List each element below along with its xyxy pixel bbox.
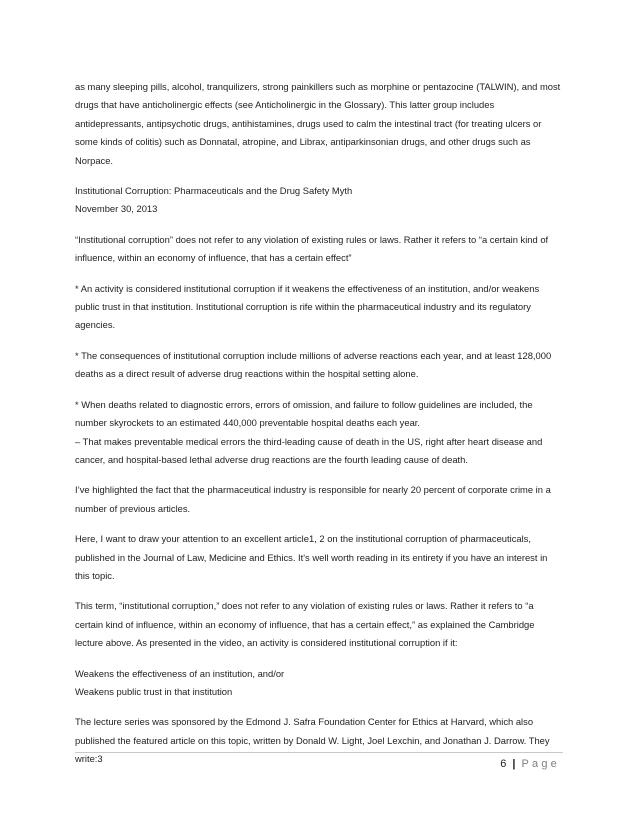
- paragraph: [75, 347, 570, 384]
- text-line: * When deaths related to diagnostic errors, errors of omission, and failure to follow guidelines are included, the: [75, 398, 533, 410]
- text-line: Institutional Corruption: Pharmaceuticals and the Drug Safety Myth: [75, 185, 353, 197]
- paragraph: [75, 78, 570, 170]
- text-line: number of previous articles.: [75, 502, 191, 514]
- text-line: drugs that have anticholinergic effects (see Anticholinergic in the Glossary). This latter group includes: [75, 99, 495, 111]
- text-line: * An activity is considered institutional corruption if it weakens the effectiveness of an institution, and/or weakens: [75, 282, 540, 294]
- paragraph: [75, 396, 570, 470]
- text-line: Weakens public trust in that institution: [75, 685, 233, 697]
- paragraph: [75, 481, 570, 518]
- text-line: deaths as a direct result of adverse drug reactions within the hospital setting alone.: [75, 368, 419, 380]
- text-line: This term, “institutional corruption,” does not refer to any violation of existing rules or laws. Rather it refers to “a: [75, 600, 534, 612]
- text-line: number skyrockets to an estimated 440,000 preventable hospital deaths each year.: [75, 417, 421, 429]
- text-line: Norpace.: [75, 154, 114, 166]
- text-line: influence, within an economy of influence, that has a certain effect”: [75, 252, 352, 264]
- paragraph: [75, 713, 570, 768]
- text-line: lecture above. As presented in the video, an activity is considered institutional corruption if it:: [75, 637, 458, 649]
- text-line: antidepressants, antipsychotic drugs, antihistamines, drugs used to calm the intestinal tract (for treating ulcers or: [75, 117, 542, 129]
- text-line: The lecture series was sponsored by the Edmond J. Safra Foundation Center for Ethics at Harvard, which also: [75, 716, 534, 728]
- text-line: some kinds of colitis) such as Donnatal, atropine, and Librax, antiparkinsonian drugs, and other drugs such as: [75, 136, 531, 148]
- text-line: * The consequences of institutional corruption include millions of adverse reactions each year, and at least 128,000: [75, 349, 552, 361]
- text-line: cancer, and hospital-based lethal adverse drug reactions are the fourth leading cause of death.: [75, 453, 468, 465]
- text-line: write:3: [75, 753, 103, 765]
- paragraph: [75, 280, 570, 335]
- page-number: 6: [500, 758, 507, 770]
- text-line: as many sleeping pills, alcohol, tranquilizers, strong painkillers such as morphine or pentazocine (TALWIN), and most: [75, 81, 561, 92]
- paragraph: [75, 665, 570, 702]
- text-line: published the featured article on this topic, written by Donald W. Light, Joel Lexchin, and Jonathan J. Darrow. They: [75, 734, 550, 746]
- page-footer: [500, 758, 560, 770]
- paragraph: [75, 597, 570, 652]
- footer-divider: [75, 752, 563, 753]
- page-label: Page: [521, 758, 560, 770]
- paragraph: [75, 530, 570, 585]
- text-line: Here, I want to draw your attention to an excellent article1, 2 on the institutional corruption of pharmaceuticals,: [75, 533, 531, 545]
- text-line: certain kind of influence, within an economy of influence, that has a certain effect,” as explained the Cambridge: [75, 618, 535, 630]
- text-line: I’ve highlighted the fact that the pharmaceutical industry is responsible for nearly 20 percent of corporate crime in a: [75, 484, 551, 496]
- text-line: published in the Journal of Law, Medicine and Ethics. It's well worth reading in its entirety if you have an interest in: [75, 551, 548, 563]
- paragraph: [75, 182, 570, 219]
- text-line: Weakens the effectiveness of an institution, and/or: [75, 667, 285, 679]
- footer-separator: |: [512, 758, 516, 770]
- text-line: November 30, 2013: [75, 203, 158, 215]
- paragraph: [75, 231, 570, 268]
- text-line: “Institutional corruption” does not refer to any violation of existing rules or laws. Rather it refers to “a certain kind of: [75, 233, 549, 245]
- text-line: public trust in that institution. Institutional corruption is rife within the pharmaceutical industry and its regulatory: [75, 301, 531, 313]
- text-line: this topic.: [75, 569, 115, 581]
- text-line: agencies.: [75, 319, 116, 331]
- text-line: – That makes preventable medical errors the third-leading cause of death in the US, right after heart disease and: [75, 435, 543, 447]
- document-body: [75, 78, 570, 781]
